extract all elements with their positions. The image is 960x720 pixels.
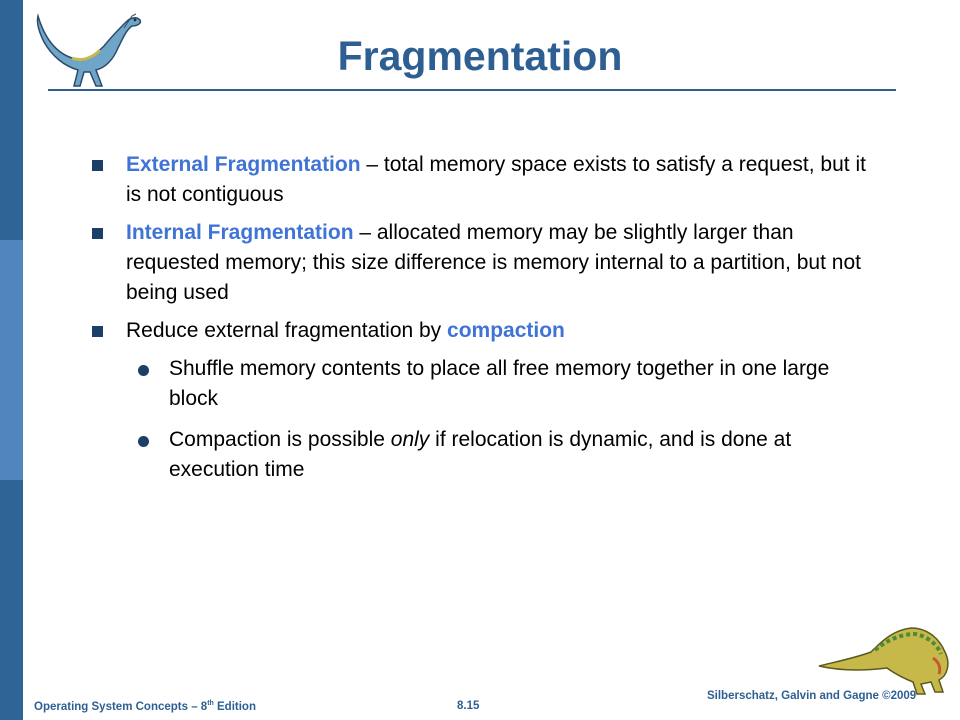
round-bullet-icon	[138, 365, 149, 376]
bullet-item-external	[92, 150, 872, 210]
accent-bar-segment-bottom	[0, 480, 23, 720]
slide-title: Fragmentation	[337, 33, 623, 79]
bullet-text: Reduce external fragmentation by	[126, 319, 448, 342]
term-compaction: compaction	[447, 319, 565, 342]
footer-book-title	[34, 700, 256, 713]
sub-bullet-dynamic	[92, 425, 872, 485]
square-bullet-icon	[92, 228, 103, 239]
footer-page-number: 8.15	[457, 700, 480, 712]
sub-bullet-text: Shuffle memory contents to place all free memory together in one large block	[169, 357, 830, 410]
term-internal-fragmentation: Internal Fragmentation	[126, 221, 354, 244]
bullet-text: – allocated memory may be slightly larger than requested memory; this size difference is memory internal to a partition, but not being used	[126, 221, 861, 304]
term-external-fragmentation: External Fragmentation	[126, 153, 361, 176]
bullet-item-compaction	[92, 316, 872, 346]
footer-book-sup: th	[207, 700, 214, 707]
title-underline	[48, 89, 896, 91]
footer-book-prefix: Operating System Concepts – 8	[34, 700, 208, 713]
footer-book-suffix: Edition	[213, 700, 256, 713]
bullet-item-internal	[92, 218, 872, 308]
footer-copyright: Silberschatz, Galvin and Gagne ©2009	[707, 690, 917, 702]
round-bullet-icon	[138, 436, 149, 447]
accent-bar-segment-middle	[0, 240, 23, 480]
sub-bullet-text: Compaction is possible	[169, 428, 391, 451]
emphasis-only: only	[390, 428, 430, 451]
left-accent-bar	[0, 0, 23, 720]
square-bullet-icon	[92, 160, 103, 171]
dinosaur-icon	[815, 618, 955, 696]
sub-bullet-text: if relocation is dynamic, and is done at execution time	[169, 428, 792, 481]
square-bullet-icon	[92, 326, 103, 337]
bullet-text: – total memory space exists to satisfy a request, but it is not contiguous	[126, 153, 866, 206]
slide-content	[92, 150, 872, 496]
sub-bullet-shuffle	[92, 354, 872, 414]
